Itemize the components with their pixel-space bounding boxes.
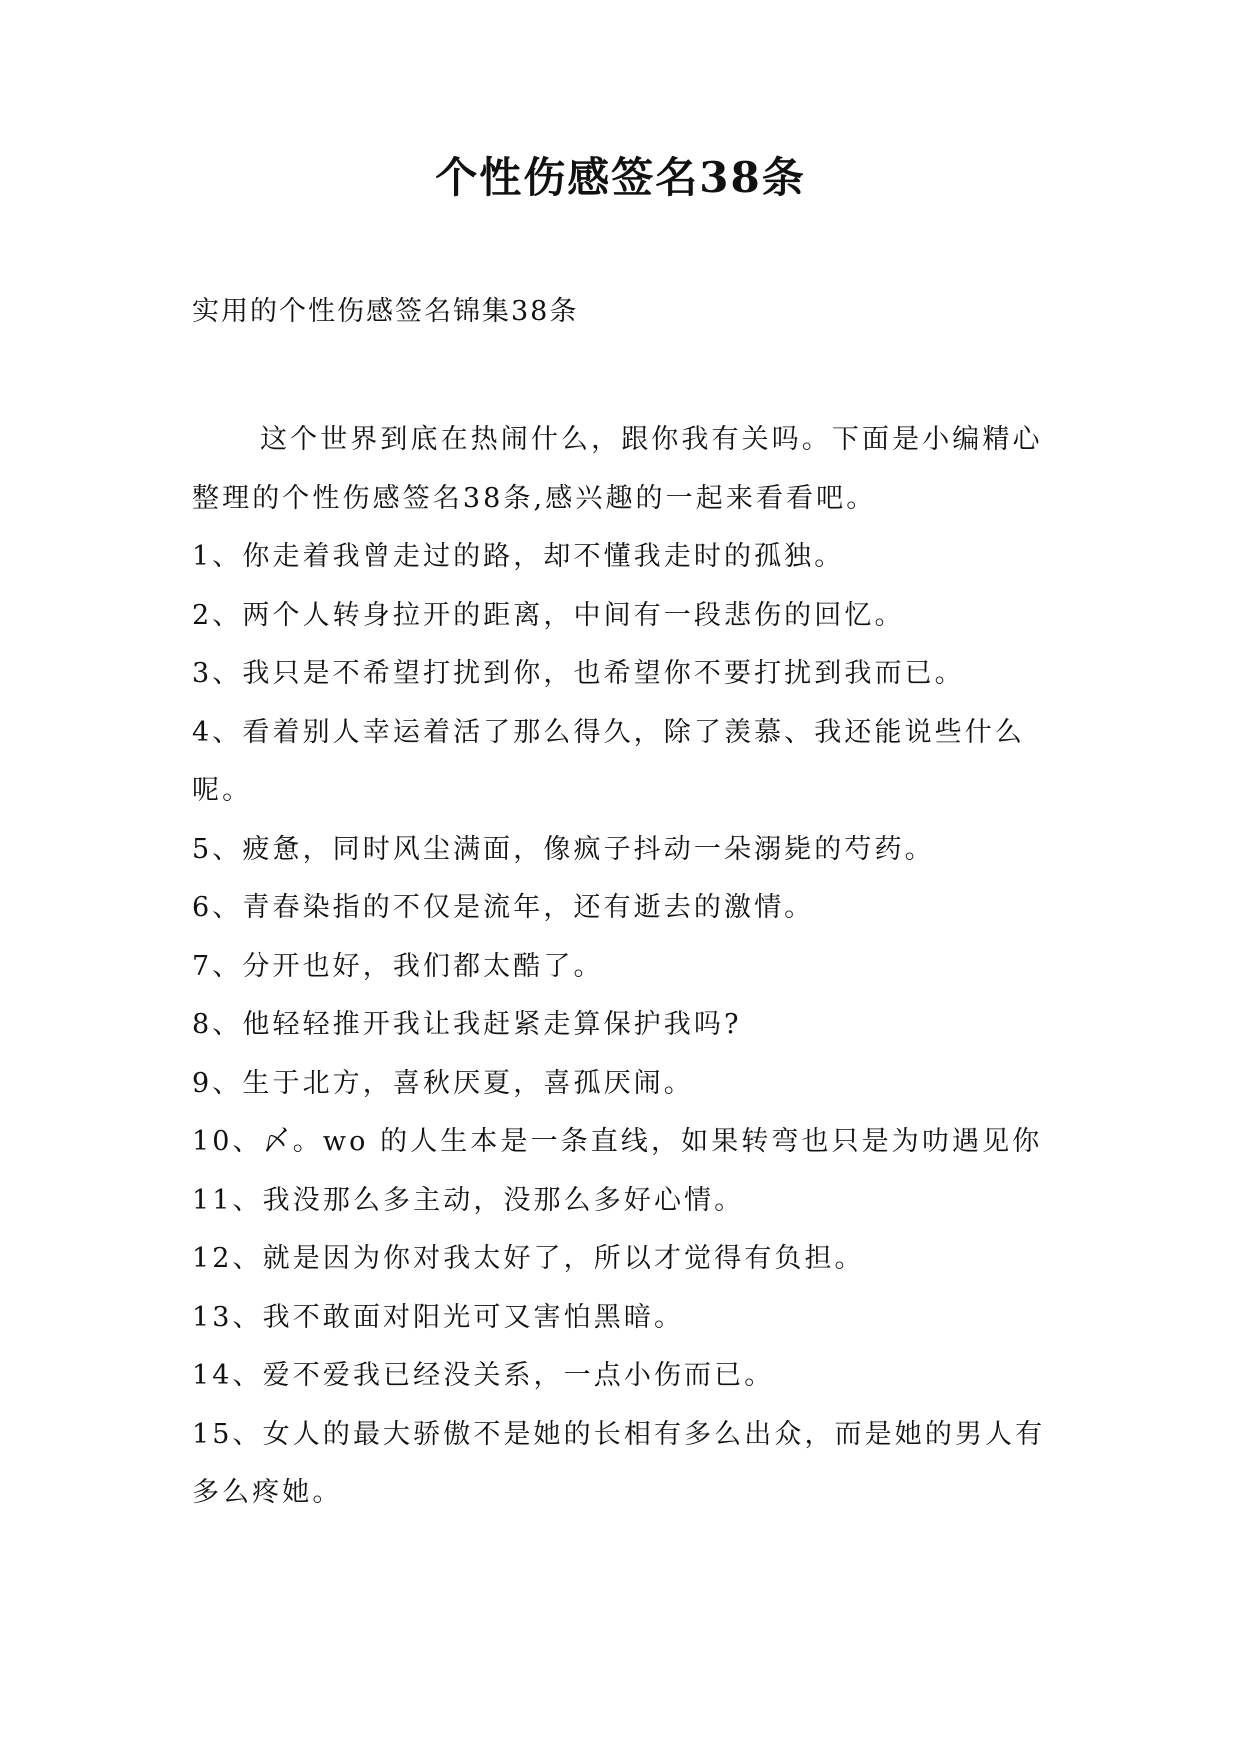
list-item: 13、我不敢面对阳光可又害怕黑暗。 [192, 1301, 685, 1333]
list-item: 8、他轻轻推开我让我赶紧走算保护我吗? [192, 1009, 742, 1040]
list-item: 14、爱不爱我已经没关系，一点小伤而已。 [192, 1360, 775, 1391]
list-item: 6、青春染指的不仅是流年，还有逝去的激情。 [192, 892, 815, 923]
list-item: 5、疲惫，同时风尘满面，像疯子抖动一朵溺毙的芍药。 [192, 833, 935, 865]
intro-paragraph: 这个世界到底在热闹什么，跟你我有关吗。下面是小编精心整理的个性伤感签名38条,感兴趣的一起来看看吧。 [192, 424, 1043, 514]
list-item: 2、两个人转身拉开的距离，中间有一段悲伤的回忆。 [192, 599, 905, 631]
list-item: 10、〆。wo 的人生本是一条直线，如果转弯也只是为叻遇见你 [192, 1126, 1043, 1157]
list-item: 15、女人的最大骄傲不是她的长相有多么出众，而是她的男人有多么疼她。 [192, 1418, 1046, 1508]
document-body [192, 411, 1052, 1523]
list-item: 1、你走着我曾走过的路，却不懂我走时的孤独。 [192, 541, 845, 572]
list-item: 11、我没那么多主动，没那么多好心情。 [192, 1184, 745, 1216]
list-item: 9、生于北方，喜秋厌夏，喜孤厌闹。 [192, 1067, 694, 1099]
list-item: 12、就是因为你对我太好了，所以才觉得有负担。 [192, 1243, 865, 1274]
list-item: 7、分开也好，我们都太酷了。 [192, 950, 604, 982]
document-subtitle: 实用的个性伤感签名锦集38条 [192, 296, 579, 327]
list-item: 3、我只是不希望打扰到你，也希望你不要打扰到我而已。 [192, 658, 965, 689]
list-item: 4、看着别人幸运着活了那么得久，除了羡慕、我还能说些什么呢。 [192, 716, 1025, 806]
document-title: 个性伤感签名38条 [435, 153, 806, 202]
